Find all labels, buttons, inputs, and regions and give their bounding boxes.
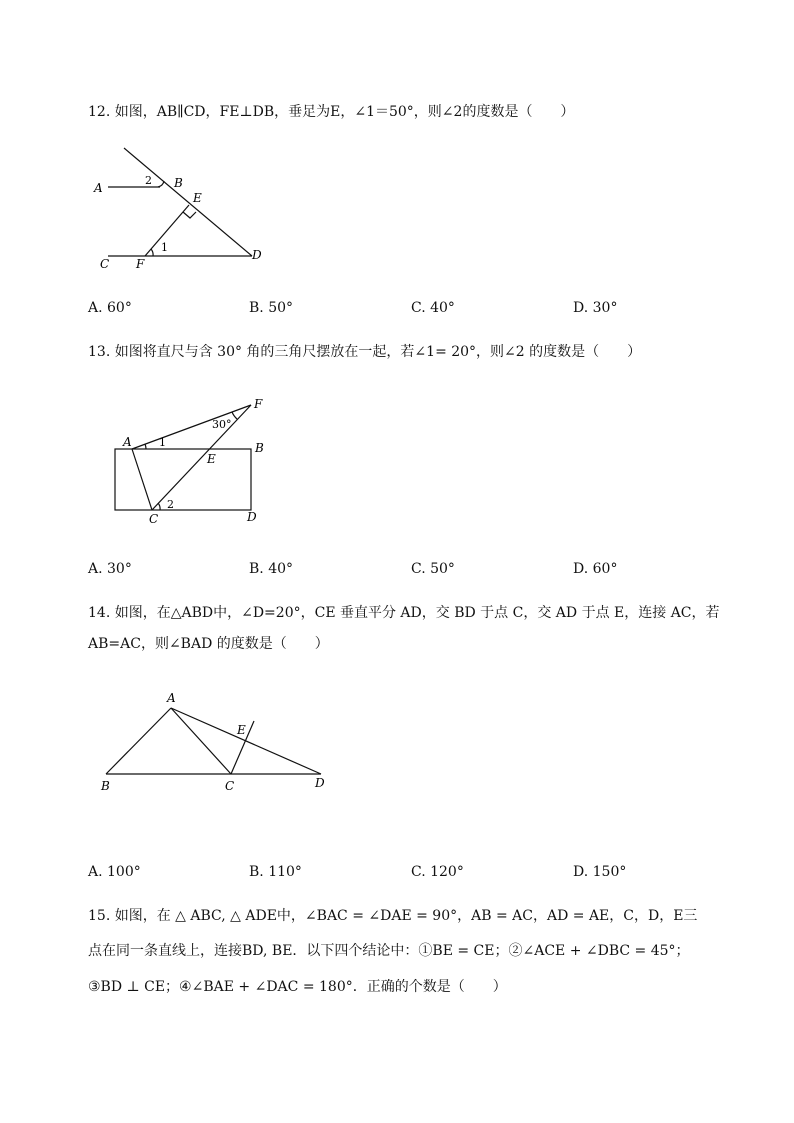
q14-text-line2: AB=AC，则∠BAD 的度数是（ ） <box>88 636 329 652</box>
q13-option-d[interactable]: D. 60° <box>573 561 618 577</box>
q12-options <box>88 300 728 320</box>
q12-label-1: 1 <box>161 241 168 254</box>
q13-label-30: 30° <box>212 418 232 431</box>
q14-options <box>88 864 728 884</box>
q13-angle30-arc <box>232 412 237 419</box>
q14-option-a[interactable]: A. 100° <box>88 864 141 880</box>
q14-label-e: E <box>237 723 246 737</box>
q12-angle1-arc <box>151 249 153 256</box>
q14-line-ad <box>171 708 321 774</box>
q13-option-a[interactable]: A. 30° <box>88 561 132 577</box>
q12-option-a[interactable]: A. 60° <box>88 300 132 316</box>
q13-angle2-arc <box>158 503 160 510</box>
q14-option-d[interactable]: D. 150° <box>573 864 627 880</box>
q13-label-b: B <box>255 441 264 455</box>
q13-label-2: 2 <box>167 498 174 511</box>
q14-text-line1: 14. 如图，在△ABD中，∠D=20°，CE 垂直平分 AD，交 BD 于点 C，交 AD 于点 E，连接 AC，若 <box>88 605 720 621</box>
q13-option-c[interactable]: C. 50° <box>411 561 455 577</box>
q12-option-b[interactable]: B. 50° <box>249 300 294 316</box>
q15-text-line3: ③BD ⊥ CE；④∠BAE + ∠DAC = 180°．正确的个数是（ ） <box>88 979 507 995</box>
q15-text-line2: 点在同一条直线上，连接BD, BE．以下四个结论中：①BE = CE；②∠ACE + ∠DBC = 45°； <box>88 943 690 959</box>
q14-line-ac <box>171 708 231 774</box>
q14-line-ab <box>106 708 171 774</box>
q12-angle2-arc <box>158 181 164 187</box>
q12-label-c: C <box>100 257 110 271</box>
q12-label-f: F <box>136 257 145 271</box>
q12-label-d: D <box>252 248 262 262</box>
q13-label-a: A <box>123 435 132 449</box>
q12-label-2: 2 <box>145 174 152 187</box>
q12-option-c[interactable]: C. 40° <box>411 300 455 316</box>
q13-label-d: D <box>247 510 257 524</box>
q13-line-cf <box>152 405 251 510</box>
q13-label-e: E <box>207 452 216 466</box>
q14-label-c: C <box>225 779 235 793</box>
q13-label-1: 1 <box>159 436 166 449</box>
q14-option-c[interactable]: C. 120° <box>411 864 464 880</box>
q14-label-d: D <box>315 776 325 790</box>
q14-option-b[interactable]: B. 110° <box>249 864 302 880</box>
q13-angle1-arc <box>145 444 146 449</box>
q13-line-ac <box>132 449 152 510</box>
q13-line-af <box>132 405 251 449</box>
q12-label-a: A <box>94 181 103 195</box>
q13-label-f: F <box>254 397 263 411</box>
q12-label-e: E <box>193 191 202 205</box>
q13-options <box>88 561 728 581</box>
q12-label-b: B <box>174 176 183 190</box>
q13-text: 13. 如图将直尺与含 30° 角的三角尺摆放在一起，若∠1= 20°，则∠2 的度数是（ ） <box>88 344 642 360</box>
q12-option-d[interactable]: D. 30° <box>573 300 618 316</box>
q13-label-c: C <box>149 512 159 526</box>
q14-label-a: A <box>167 691 176 705</box>
q12-line-db <box>124 148 252 256</box>
q13-option-b[interactable]: B. 40° <box>249 561 294 577</box>
q15-text-line1: 15. 如图，在 △ ABC, △ ADE中，∠BAC = ∠DAE = 90°，AB = AC，AD = AE，C，D，E三 <box>88 908 698 924</box>
q14-label-b: B <box>101 779 110 793</box>
q12-text: 12. 如图，AB∥CD，FE⊥DB，垂足为E，∠1＝50°，则∠2的度数是（ ） <box>88 104 575 120</box>
q12-right-angle-mark <box>183 212 196 218</box>
